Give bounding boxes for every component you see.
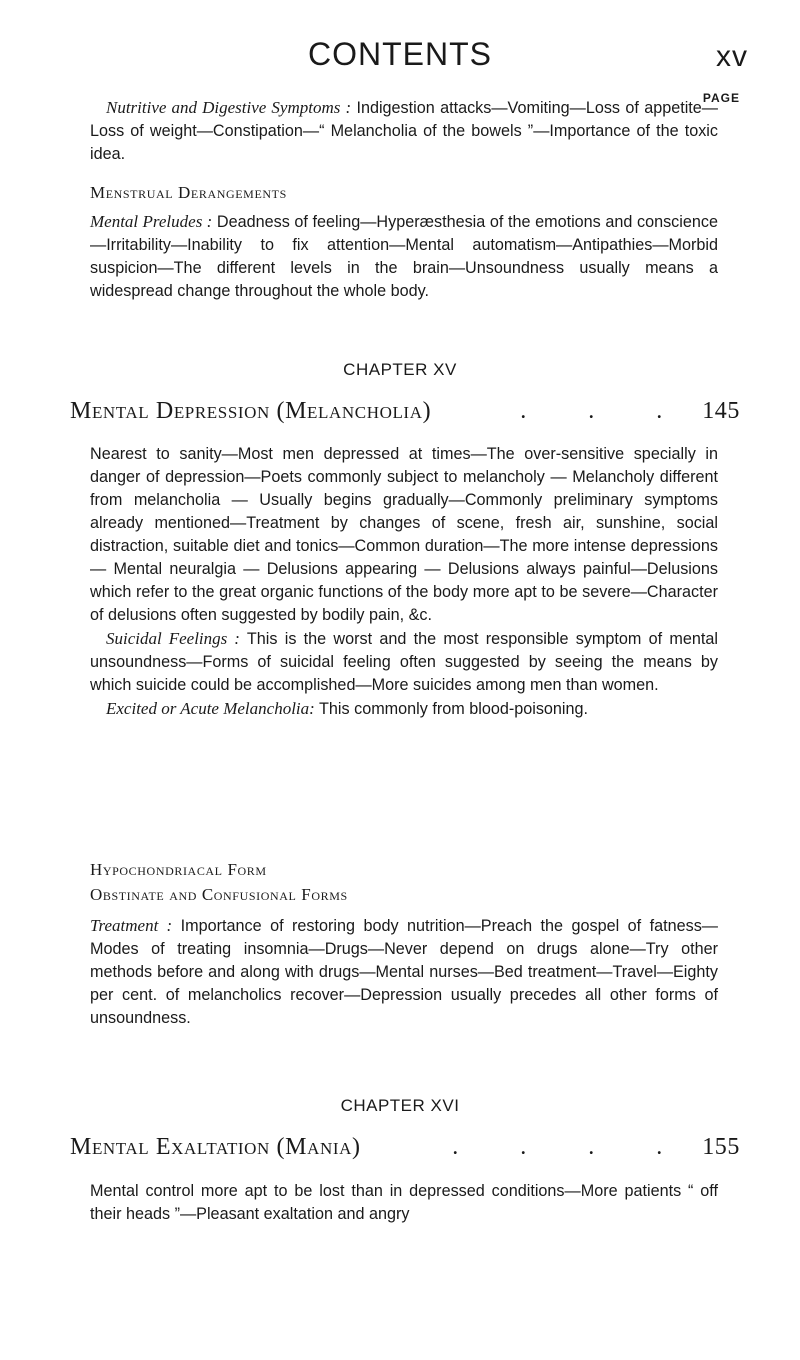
- chapter-16-page-number: 155: [702, 1134, 740, 1160]
- menstrual-heading: Menstrual Derangements: [90, 183, 287, 202]
- nutritive-symptoms-entry: [90, 96, 718, 166]
- roman-page-number: xv: [716, 40, 748, 73]
- mental-preludes-lead: Mental Preludes :: [90, 212, 213, 231]
- treatment-text: Importance of restoring body nutrition—Preach the gospel of fatness—Modes of treating insomnia—Drugs—Never depend on drugs alone—Try other methods before and along with drugs—Mental nurses—Bed treatment—Travel—Eighty per cent. of melancholics recover—Depression usually precedes all other forms of unsoundness.: [90, 917, 718, 1027]
- nutritive-lead: Nutritive and Digestive Symptoms :: [106, 98, 352, 117]
- treatment-entry: [90, 914, 718, 1030]
- running-header-title: CONTENTS: [308, 36, 492, 72]
- suicidal-feelings-text: This is the worst and the most responsible symptom of mental unsoundness—Forms of suicidal feeling often suggested by seeing the means by which suicide could be accomplished—More suicides among men than women.: [90, 630, 719, 694]
- treatment-lead: Treatment :: [90, 916, 173, 935]
- chapter-15-summary: [90, 443, 718, 721]
- excited-melancholia-text: This commonly from blood-poisoning.: [314, 700, 589, 718]
- chapter-16-title-line: [70, 1134, 740, 1161]
- chapter-16-summary: [90, 1180, 718, 1226]
- chapter-15-leader-dots: . . .: [520, 398, 691, 424]
- excited-melancholia-lead: Excited or Acute Melancholia:: [106, 699, 315, 718]
- suicidal-feelings-lead: Suicidal Feelings :: [106, 629, 240, 648]
- obstinate-confusional-heading: Obstinate and Confusional Forms: [90, 885, 348, 904]
- menstrual-entry: [90, 210, 718, 303]
- chapter-16-label: CHAPTER XVI: [340, 1096, 460, 1115]
- chapter-15-page-number: 145: [702, 398, 740, 424]
- chapter-16-paragraph: Mental control more apt to be lost than in depressed conditions—More patients “ off their heads ”—Pleasant exaltation and angry: [90, 1182, 718, 1223]
- mental-preludes-text: Deadness of feeling—Hyperæsthesia of the emotions and conscience—Irritability—Inability to fix attention—Mental automatism—Antipathies—Morbid suspicion—The different levels in the brain—Unsoundness usually means a widespread change throughout the whole body.: [90, 213, 718, 300]
- chapter-15-title: Mental Depression (Melancholia): [70, 398, 432, 424]
- chapter-15-label: CHAPTER XV: [343, 360, 457, 379]
- hypochondriacal-heading: Hypochondriacal Form: [90, 860, 267, 879]
- nutritive-text: Indigestion attacks—Vomiting—Loss of appetite—Loss of weight—Constipation—“ Melancholia of the bowels ”—Importance of the toxic idea.: [90, 99, 718, 163]
- chapter-16-title: Mental Exaltation (Mania): [70, 1134, 361, 1160]
- page-column-label: PAGE: [702, 91, 740, 105]
- chapter-16-leader-dots: . . . .: [452, 1134, 691, 1160]
- chapter-15-title-line: [70, 398, 740, 425]
- chapter-15-paragraph: Nearest to sanity—Most men depressed at times—The over-sensitive specially in danger of depression—Poets commonly subject to melancholy — Melancholy different from melancholia — Usually begins gradually—Commonly preliminary symptoms already mentioned—Treatment by changes of scene, fresh air, sunshine, social distraction, suitable diet and tonics—Common duration—The more intense depressions — Mental neuralgia — Delusions appearing — Delusions always painful—Delusions which refer to the great organic functions of the body more apt to be severe—Character of delusions often suggested by bodily pain, &c.: [90, 445, 718, 624]
